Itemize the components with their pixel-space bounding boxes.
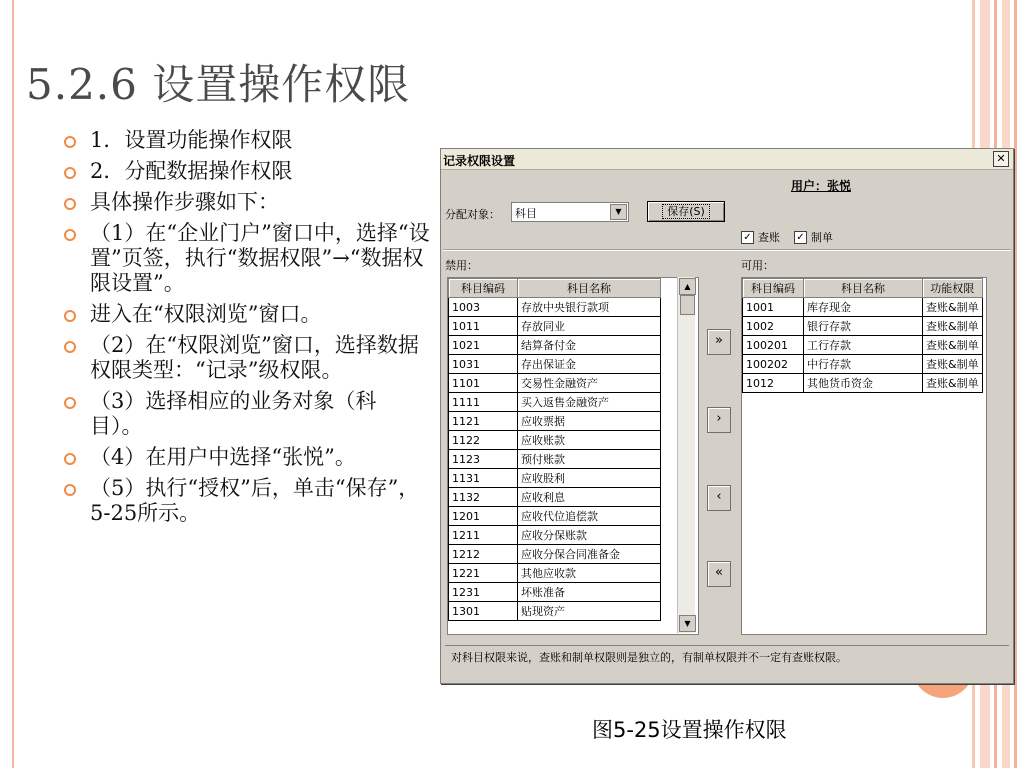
- bullet-dot-icon: [64, 198, 76, 210]
- move-right-button[interactable]: ›: [707, 407, 731, 433]
- table-row[interactable]: [449, 602, 661, 621]
- table-cell: 交易性金融资产: [518, 374, 661, 393]
- table-cell: 中行存款: [804, 355, 923, 374]
- bullet-text: （2）在“权限浏览”窗口，选择数据权限类型：“记录”级权限。: [90, 333, 419, 382]
- scroll-thumb[interactable]: [680, 295, 695, 315]
- table-cell: 应收账款: [518, 431, 661, 450]
- table-cell: 1121: [449, 412, 518, 431]
- dialog-title: 记录权限设置: [443, 154, 516, 168]
- table-cell: 买入返售金融资产: [518, 393, 661, 412]
- bullet-item: [62, 128, 442, 153]
- column-header[interactable]: 功能权限: [923, 279, 983, 298]
- bullet-item: [62, 159, 442, 184]
- table-cell: 1021: [449, 336, 518, 355]
- table-cell: 应收分保账款: [518, 526, 661, 545]
- table-cell: 库存现金: [804, 298, 923, 317]
- table-cell: 其他货币资金: [804, 374, 923, 393]
- table-cell: 其他应收款: [518, 564, 661, 583]
- permission-checkboxes: [741, 229, 833, 245]
- disabled-accounts-grid[interactable]: [447, 277, 699, 635]
- table-row[interactable]: [449, 545, 661, 564]
- table-row[interactable]: [743, 336, 983, 355]
- table-cell: 存放同业: [518, 317, 661, 336]
- figure-caption: 图5-25设置操作权限: [592, 718, 787, 742]
- bullet-item: [62, 302, 442, 327]
- enabled-accounts-grid[interactable]: [741, 277, 987, 635]
- table-row[interactable]: [449, 469, 661, 488]
- table-row[interactable]: [449, 336, 661, 355]
- table-cell: 工行存款: [804, 336, 923, 355]
- record-permission-dialog: [440, 148, 1014, 684]
- chevron-down-icon[interactable]: ▼: [610, 204, 627, 220]
- bullet-dot-icon: [64, 229, 76, 241]
- table-cell: 查账&制单: [923, 298, 983, 317]
- table-cell: 坏账准备: [518, 583, 661, 602]
- table-cell: 贴现资产: [518, 602, 661, 621]
- permission-note: 对科目权限来说，查账和制单权限则是独立的，有制单权限并不一定有查账权限。: [445, 645, 1009, 670]
- bullet-dot-icon: [64, 341, 76, 353]
- table-row[interactable]: [743, 298, 983, 317]
- assign-object-label: 分配对象：: [445, 208, 500, 221]
- bullet-list: [62, 128, 442, 532]
- table-cell: 100202: [743, 355, 804, 374]
- close-icon[interactable]: ✕: [993, 151, 1009, 167]
- table-row[interactable]: [743, 317, 983, 336]
- bullet-text: （4）在用户中选择“张悦”。: [90, 445, 356, 469]
- scroll-up-icon[interactable]: ▲: [679, 278, 696, 295]
- bullet-text: （3）选择相应的业务对象（科目）。: [90, 389, 377, 438]
- table-cell: 1123: [449, 450, 518, 469]
- checkmark-icon[interactable]: ✓: [794, 231, 807, 244]
- table-cell: 1212: [449, 545, 518, 564]
- table-cell: 1031: [449, 355, 518, 374]
- table-cell: 100201: [743, 336, 804, 355]
- table-cell: 查账&制单: [923, 317, 983, 336]
- move-all-right-button[interactable]: »: [707, 329, 731, 355]
- bullet-text: 具体操作步骤如下：: [90, 190, 279, 214]
- table-cell: 1221: [449, 564, 518, 583]
- assign-object-select[interactable]: [511, 202, 629, 222]
- table-cell: 1201: [449, 507, 518, 526]
- make-checkbox-label: 制单: [811, 231, 833, 244]
- make-checkbox[interactable]: [794, 229, 833, 245]
- table-cell: 应收利息: [518, 488, 661, 507]
- table-cell: 1211: [449, 526, 518, 545]
- table-row[interactable]: [449, 374, 661, 393]
- bullet-dot-icon: [64, 397, 76, 409]
- move-left-button[interactable]: ‹: [707, 485, 731, 511]
- table-cell: 查账&制单: [923, 355, 983, 374]
- user-label: 用户：张悦: [791, 179, 852, 193]
- column-header[interactable]: 科目名称: [518, 279, 661, 298]
- bullet-item: [62, 445, 400, 470]
- bullet-item: [62, 476, 420, 526]
- table-row[interactable]: [449, 450, 661, 469]
- table-row[interactable]: [449, 317, 661, 336]
- table-cell: 结算备付金: [518, 336, 661, 355]
- save-button-label: 保存(S): [662, 204, 710, 219]
- query-checkbox[interactable]: [741, 229, 780, 245]
- table-cell: 1012: [743, 374, 804, 393]
- bullet-dot-icon: [64, 167, 76, 179]
- bullet-dot-icon: [64, 453, 76, 465]
- dialog-titlebar: [441, 149, 1013, 170]
- bullet-item: [62, 190, 442, 215]
- disabled-grid-scrollbar[interactable]: [677, 277, 695, 633]
- table-row[interactable]: [449, 431, 661, 450]
- table-cell: 1001: [743, 298, 804, 317]
- save-button[interactable]: [647, 201, 725, 222]
- table-cell: 1131: [449, 469, 518, 488]
- left-decor-line: [12, 0, 14, 768]
- slide-title: 5.2.6 设置操作权限: [26, 60, 411, 109]
- move-all-left-button[interactable]: «: [707, 561, 731, 587]
- divider: [443, 249, 1011, 251]
- table-row[interactable]: [449, 564, 661, 583]
- bullet-text: 1．设置功能操作权限: [90, 128, 293, 152]
- table-row[interactable]: [449, 526, 661, 545]
- checkmark-icon[interactable]: ✓: [741, 231, 754, 244]
- query-checkbox-label: 查账: [758, 231, 780, 244]
- table-row[interactable]: [449, 488, 661, 507]
- table-cell: 1003: [449, 298, 518, 317]
- table-cell: 银行存款: [804, 317, 923, 336]
- table-cell: 查账&制单: [923, 374, 983, 393]
- table-cell: 1101: [449, 374, 518, 393]
- table-cell: 应收股利: [518, 469, 661, 488]
- table-cell: 预付账款: [518, 450, 661, 469]
- bullet-text: 进入在“权限浏览”窗口。: [90, 302, 322, 326]
- bullet-dot-icon: [64, 310, 76, 322]
- table-cell: 1122: [449, 431, 518, 450]
- table-row[interactable]: [449, 507, 661, 526]
- table-cell: 应收票据: [518, 412, 661, 431]
- scroll-down-icon[interactable]: ▼: [679, 615, 696, 632]
- bullet-item: [62, 221, 430, 296]
- table-cell: 1111: [449, 393, 518, 412]
- column-header[interactable]: 科目编码: [449, 279, 518, 298]
- table-cell: 1002: [743, 317, 804, 336]
- table-row[interactable]: [449, 583, 661, 602]
- table-row[interactable]: [449, 412, 661, 431]
- bullet-item: [62, 389, 420, 439]
- assign-object-value: 科目: [515, 207, 537, 220]
- table-row[interactable]: [743, 374, 983, 393]
- disabled-list-label: 禁用：: [445, 259, 478, 272]
- enabled-list-label: 可用：: [741, 259, 774, 272]
- bullet-text: （5）执行“授权”后，单击“保存”，5-25所示。: [90, 476, 420, 525]
- table-cell: 查账&制单: [923, 336, 983, 355]
- table-cell: 1301: [449, 602, 518, 621]
- table-row[interactable]: [449, 355, 661, 374]
- table-row[interactable]: [449, 393, 661, 412]
- column-header[interactable]: 科目名称: [804, 279, 923, 298]
- table-row[interactable]: [449, 298, 661, 317]
- table-cell: 1132: [449, 488, 518, 507]
- column-header[interactable]: 科目编码: [743, 279, 804, 298]
- bullet-text: 2．分配数据操作权限: [90, 159, 293, 183]
- table-row[interactable]: [743, 355, 983, 374]
- table-cell: 1231: [449, 583, 518, 602]
- table-cell: 存放中央银行款项: [518, 298, 661, 317]
- table-cell: 存出保证金: [518, 355, 661, 374]
- table-cell: 1011: [449, 317, 518, 336]
- bullet-item: [62, 333, 430, 383]
- bullet-text: （1）在“企业门户”窗口中，选择“设置”页签，执行“数据权限”→“数据权限设置”。: [90, 221, 430, 295]
- bullet-dot-icon: [64, 136, 76, 148]
- table-cell: 应收分保合同准备金: [518, 545, 661, 564]
- table-cell: 应收代位追偿款: [518, 507, 661, 526]
- bullet-dot-icon: [64, 484, 76, 496]
